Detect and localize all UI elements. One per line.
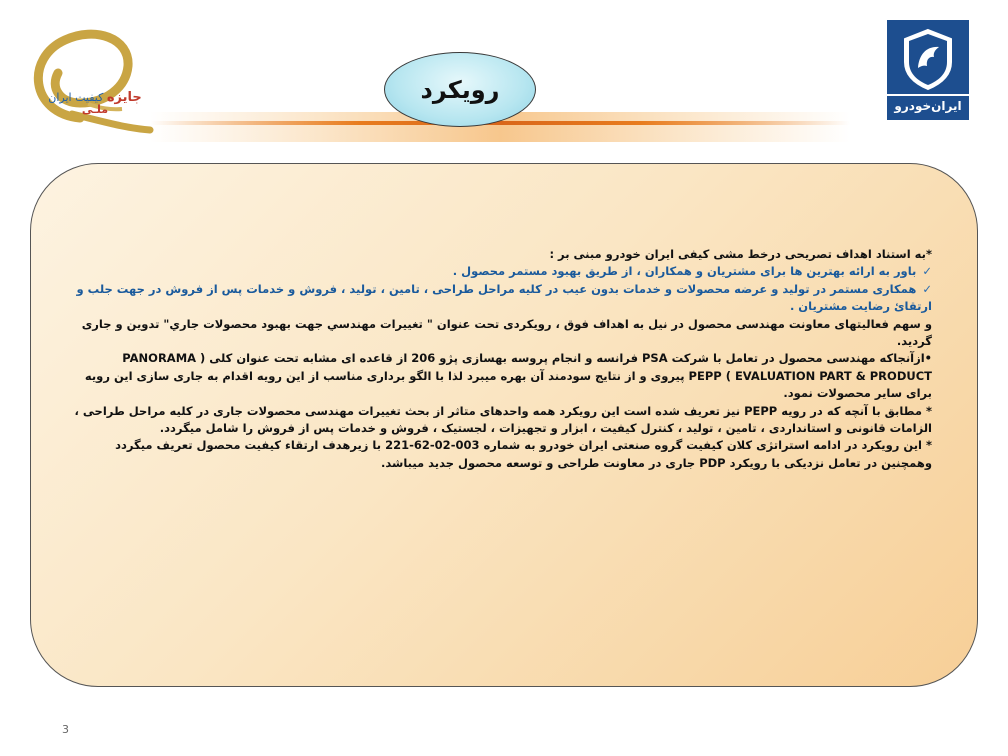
iran-khodro-logo	[885, 20, 971, 120]
intro-line: *به استناد اهداف تصریحی درخط مشی کیفی ایران خودرو مبنی بر :	[549, 247, 932, 261]
content-box	[30, 163, 978, 687]
national-quality-award-logo	[10, 18, 180, 138]
bullet-text: همکاری مستمر در تولید و عرضه محصولات و خدمات بدون عیب در کلیه مراحل طراحی ، تامین ، تولید ، فروش و خدمات پس از فروش در جهت جلب و ارتقائ رضایت مشتریان .	[76, 281, 932, 314]
award-word-2: کیفیت	[75, 91, 104, 104]
check-icon: ✓	[922, 264, 932, 279]
header-line	[150, 121, 850, 125]
paragraph: * این رویکرد در ادامه استراتژی کلان کیفیت گروه صنعتی ایران خودرو به شماره 003-02-62-221 با زیرهدف ارتقاء کیفیت محصول تعریف میگردد وهمچنین در تعامل نزدیکی با رویکرد PDP جاری در معاونت طراحی و توسعه محصول جدید میباشد.	[115, 438, 932, 470]
slide-title: رویکرد	[420, 75, 500, 104]
paragraph: * مطابق با آنچه که در رویه PEPP نیز تعریف شده است این رویکرد همه واحدهای متاثر از بحث تغییرات مهندسی محصولات جاری در کلیه مراحل طراحی ، الزامات قانونی و استانداردی ، تامین ، تولید ، کنترل کیفیت ، ابزار و تجهیزات ، لجستیک ، فروش و خدمات پس از فروش را شامل میگردد.	[74, 403, 932, 436]
paragraph: و سهم فعالیتهای معاونت مهندسی محصول در نیل به اهداف فوق ، رویکردی تحت عنوان " تغییرات مهندسي جهت بهبود محصولات جاري" تدوین و جاری گردید.	[81, 316, 932, 349]
bullet-item	[71, 263, 932, 280]
award-word-1: جایزه	[106, 90, 142, 105]
paragraph: •ازآنجاکه مهندسی محصول در تعامل با شرکت PSA فرانسه و انجام پروسه بهسازی پژو 206 از قاعده ای مشابه تحت عنوان کلی ( PANORAMA EVALUATION PART & PRODUCT ) PEPP پیروی و از نتایج سودمند آن بهره میبرد لذا با الگو برداری مناسب از این رویه اقدام به جاری سازی این رویه برای سایر محصولات نمود.	[84, 351, 932, 401]
award-word-3: ایران	[48, 91, 72, 104]
check-icon: ✓	[922, 281, 932, 296]
bullet-item	[71, 281, 932, 316]
content-text	[71, 246, 932, 472]
iran-khodro-wordmark: ایران‌خودرو	[894, 99, 962, 113]
award-word-4: ملـی	[81, 103, 109, 116]
bullet-text: باور به ارائه بهترین ها برای مشتریان و همکاران ، از طریق بهبود مستمر محصول .	[452, 264, 917, 279]
title-oval	[384, 52, 536, 127]
page-number: 3	[62, 723, 69, 736]
